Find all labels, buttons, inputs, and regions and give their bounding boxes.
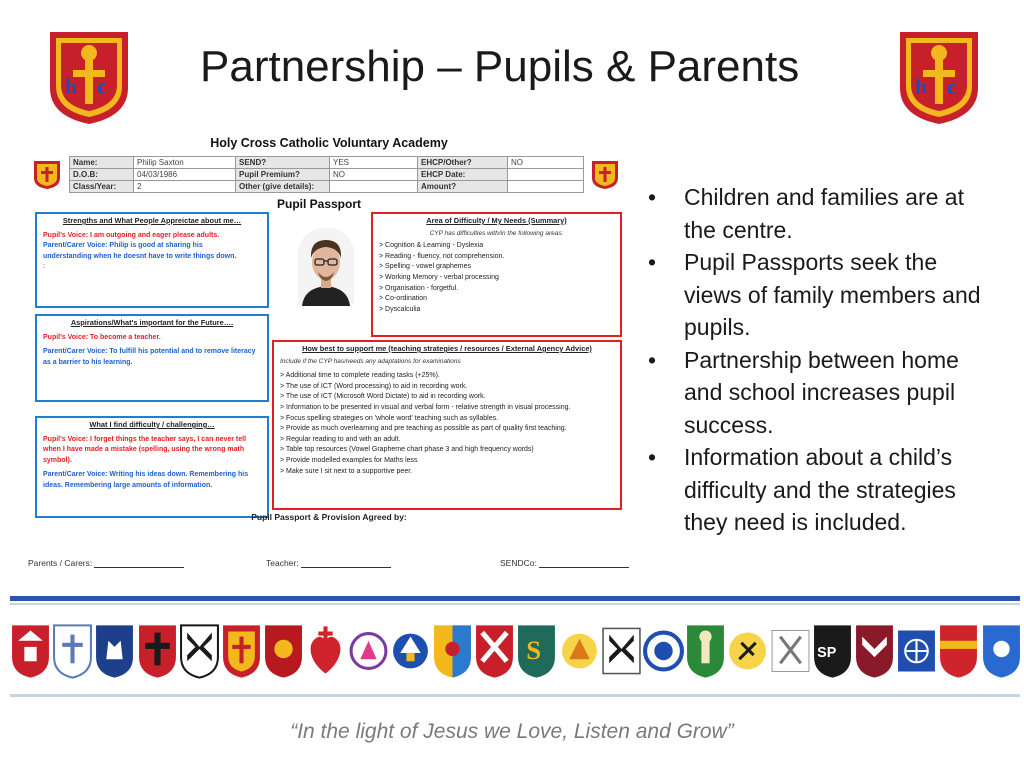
svg-text:c: c — [947, 74, 957, 99]
motto: “In the light of Jesus we Love, Listen and Grow” — [290, 720, 734, 743]
support-item: > The use of ICT (Word processing) to aid in recording work. — [280, 382, 468, 390]
needs-item: > Co-ordination — [379, 295, 428, 303]
school-logo-14 — [559, 622, 600, 680]
school-shield-icon — [938, 622, 979, 680]
support-item: > Regular reading to and with an adult. — [280, 435, 401, 443]
bullet-text: Pupil Passports seek the views of family members and pupils. — [684, 249, 981, 340]
school-logo-2 — [52, 622, 93, 680]
parent-voice-label: Parent/Carer Voice: — [43, 242, 108, 250]
divider-top-thin — [10, 603, 1020, 605]
school-name: Holy Cross Catholic Voluntary Academy — [210, 136, 448, 150]
pupil-voice-label: Pupil's Voice: — [43, 333, 89, 341]
send-value: YES — [330, 157, 418, 169]
school-badge-icon — [348, 622, 389, 680]
school-seal-icon — [643, 622, 684, 680]
amount-value — [508, 181, 584, 193]
aspirations-pupil-text: To become a teacher. — [88, 333, 161, 341]
school-logo-8 — [305, 622, 346, 680]
difficulty-parent-text-1: Writing his ideas down. Remembering his — [107, 471, 249, 479]
needs-item: > Organisation - forgetful. — [379, 284, 459, 292]
school-shield-icon — [854, 622, 895, 680]
send-label: SEND? — [236, 157, 330, 169]
school-logo-3 — [94, 622, 135, 680]
school-logo-19 — [770, 622, 811, 680]
svg-text:SP: SP — [816, 645, 837, 662]
other-details-value — [330, 181, 418, 193]
bullet-marker: • — [648, 249, 657, 275]
school-badge-icon — [770, 622, 811, 680]
bullet-text: Children and families are at the centre. — [684, 184, 964, 243]
needs-subheading: CYP has difficulties with/in the following areas: — [429, 229, 564, 237]
aspirations-box — [35, 314, 269, 402]
difficulty-pupil-text-3: symbol). — [43, 456, 72, 464]
school-shield-icon — [474, 622, 515, 680]
difficulty-box — [35, 416, 269, 518]
mini-crest-left — [33, 160, 61, 190]
bullet-marker: • — [648, 444, 657, 470]
ehcp-date-label: EHCP Date: — [418, 169, 508, 181]
school-shield-icon — [432, 622, 473, 680]
strengths-heading: Strengths and What People Appreictae about me… — [62, 216, 242, 225]
divider-top — [10, 596, 1020, 601]
key-points-list — [648, 181, 1000, 539]
amount-label: Amount? — [418, 181, 508, 193]
pupil-voice-label: Pupil's Voice: — [43, 435, 89, 443]
school-logo-11 — [432, 622, 473, 680]
school-shield-icon — [10, 622, 51, 680]
school-shield-icon — [812, 622, 853, 680]
pupil-photo — [298, 228, 354, 306]
bullet-item — [648, 441, 1000, 539]
school-shield-icon — [179, 622, 220, 680]
bullet-item — [648, 246, 1000, 344]
parents-signature-label: Parents / Carers: — [28, 558, 93, 568]
class-year-label: Class/Year: — [70, 181, 134, 193]
school-shield-icon — [94, 622, 135, 680]
svg-text:c: c — [97, 74, 107, 99]
teacher-signature — [266, 558, 391, 568]
school-badge-icon — [390, 622, 431, 680]
crest-icon — [591, 160, 619, 190]
divider-bottom — [10, 694, 1020, 697]
bullet-text: Information about a child’s difficulty and the strategies they need is included. — [684, 444, 956, 535]
parent-voice-label: Parent/Carer Voice: — [43, 348, 108, 356]
svg-text:h: h — [915, 74, 928, 99]
name-label: Name: — [70, 157, 134, 169]
pupil-passport-document — [26, 130, 632, 530]
passport-title: Pupil Passport — [276, 197, 362, 211]
svg-text:h: h — [65, 74, 78, 99]
school-shield-icon — [981, 622, 1022, 680]
needs-box — [371, 212, 622, 337]
difficulty-parent-text-2: ideas. Remembering large amounts of information. — [43, 481, 213, 489]
school-shield-icon — [137, 622, 178, 680]
school-logo-5 — [179, 622, 220, 680]
school-seal-icon — [896, 622, 937, 680]
support-subheading: Include if the CYP has/needs any adaptations for examinations — [280, 357, 461, 365]
school-heart-icon — [305, 622, 346, 680]
crest-icon — [33, 160, 61, 190]
class-year-value: 2 — [134, 181, 236, 193]
school-logo-22 — [896, 622, 937, 680]
school-shield-icon — [52, 622, 93, 680]
parents-signature — [28, 558, 184, 568]
school-logo-21 — [854, 622, 895, 680]
school-logo-13 — [516, 622, 557, 680]
school-logo-12 — [474, 622, 515, 680]
school-logo-20 — [812, 622, 853, 680]
other-details-label: Other (give details): — [236, 181, 330, 193]
school-logo-6 — [221, 622, 262, 680]
needs-heading: Area of Difficulty / My Needs (Summary) — [426, 216, 567, 225]
school-logo-4 — [137, 622, 178, 680]
dob-value: 04/03/1986 — [134, 169, 236, 181]
aspirations-heading: Aspirations/What's important for the Future…. — [70, 318, 234, 327]
support-item: > Information to be presented in visual and verbal form - relative strength in visual processing. — [280, 403, 571, 411]
bullet-item — [648, 181, 1000, 246]
strengths-parent-text-2: understanding when he doesnt have to write things down. — [43, 252, 237, 260]
school-logo-24 — [981, 622, 1022, 680]
support-item: > Additional time to complete reading tasks (+25%). — [280, 372, 440, 380]
support-item: > Provide modelled examples for Maths less — [280, 456, 418, 464]
slide-title: Partnership – Pupils & Parents — [200, 42, 800, 91]
school-crest-left — [48, 28, 130, 126]
school-shield-icon — [221, 622, 262, 680]
school-logo-9 — [348, 622, 389, 680]
ehcp-value: NO — [508, 157, 584, 169]
school-badge-icon — [727, 622, 768, 680]
needs-item: > Reading - fluency, not comprehension. — [379, 252, 505, 260]
strengths-box — [35, 212, 269, 308]
needs-item: > Spelling - vowel graphemes — [379, 263, 472, 271]
ehcp-date-value — [508, 169, 584, 181]
crest-icon — [898, 28, 980, 126]
school-logo-16 — [643, 622, 684, 680]
bullet-text: Partnership between home and school increases pupil success. — [684, 346, 959, 438]
strengths-pupil-text: I am outgoing and eager please adults. — [88, 231, 220, 239]
support-item: > Table top resources (Vowel Grapheme chart phase 3 and high frequency words) — [280, 446, 534, 454]
parent-voice-label: Parent/Carer Voice: — [43, 471, 108, 479]
school-shield-icon — [601, 622, 642, 680]
difficulty-heading: What I find difficulty / challenging… — [89, 420, 215, 429]
bullet-marker: • — [648, 184, 657, 210]
needs-item: > Dyscalculia — [379, 305, 421, 313]
ehcp-label: EHCP/Other? — [418, 157, 508, 169]
agreed-by-label: Pupil Passport & Provision Agreed by: — [251, 512, 407, 522]
school-logo-17 — [685, 622, 726, 680]
mini-crest-right — [591, 160, 619, 190]
support-heading: How best to support me (teaching strategies / resources / External Agency Advice) — [302, 344, 592, 353]
crest-icon — [48, 28, 130, 126]
needs-item: > Working Memory - verbal processing — [379, 273, 499, 281]
school-shield-icon — [263, 622, 304, 680]
pupil-details-table — [69, 156, 584, 193]
pupil-portrait-icon — [298, 228, 354, 306]
support-box — [272, 340, 622, 510]
difficulty-pupil-text-1: I forget things the teacher says, I can never tell — [88, 435, 247, 443]
signature-line — [539, 567, 629, 568]
school-logo-7 — [263, 622, 304, 680]
school-badge-icon — [559, 622, 600, 680]
aspirations-parent-text-1: To fulfill his potential and to remove literacy — [107, 348, 256, 356]
name-value: Philip Saxton — [134, 157, 236, 169]
school-logo-15 — [601, 622, 642, 680]
strengths-trailing: : — [43, 263, 45, 271]
school-logo-18 — [727, 622, 768, 680]
pupil-voice-label: Pupil's Voice: — [43, 231, 89, 239]
school-shield-icon — [685, 622, 726, 680]
needs-item: > Cognition & Learning - Dyslexia — [379, 242, 484, 250]
sendco-signature-label: SENDCo: — [500, 558, 537, 568]
pupil-premium-label: Pupil Premium? — [236, 169, 330, 181]
bullet-item — [648, 344, 1000, 442]
strengths-parent-text-1: Philip is good at sharing his — [107, 242, 203, 250]
school-logo-10 — [390, 622, 431, 680]
sendco-signature — [500, 558, 629, 568]
teacher-signature-label: Teacher: — [266, 558, 299, 568]
support-item: > Focus spelling strategies on 'whole word' teaching such as syllables. — [280, 414, 499, 422]
signature-line — [94, 567, 184, 568]
school-crest-right — [898, 28, 980, 126]
support-item: > Provide as much overlearning and pre teaching as possible as part of quality first teaching. — [280, 425, 567, 433]
signature-line — [301, 567, 391, 568]
school-shield-icon — [516, 622, 557, 680]
bullet-marker: • — [648, 346, 657, 373]
pupil-premium-value: NO — [330, 169, 418, 181]
support-item: > Make sure I sit next to a supportive peer. — [280, 467, 413, 475]
school-logo-1 — [10, 622, 51, 680]
svg-text:S: S — [526, 635, 542, 666]
partner-school-logos — [10, 618, 1022, 684]
aspirations-parent-text-2: as a barrier to his learning. — [43, 358, 133, 366]
school-logo-23 — [938, 622, 979, 680]
difficulty-pupil-text-2: when I have made a mistake (spelling, using the wrong math — [43, 446, 245, 454]
dob-label: D.O.B: — [70, 169, 134, 181]
support-item: > The use of ICT (Microsoft Word Dictate) to aid in recording work. — [280, 393, 486, 401]
